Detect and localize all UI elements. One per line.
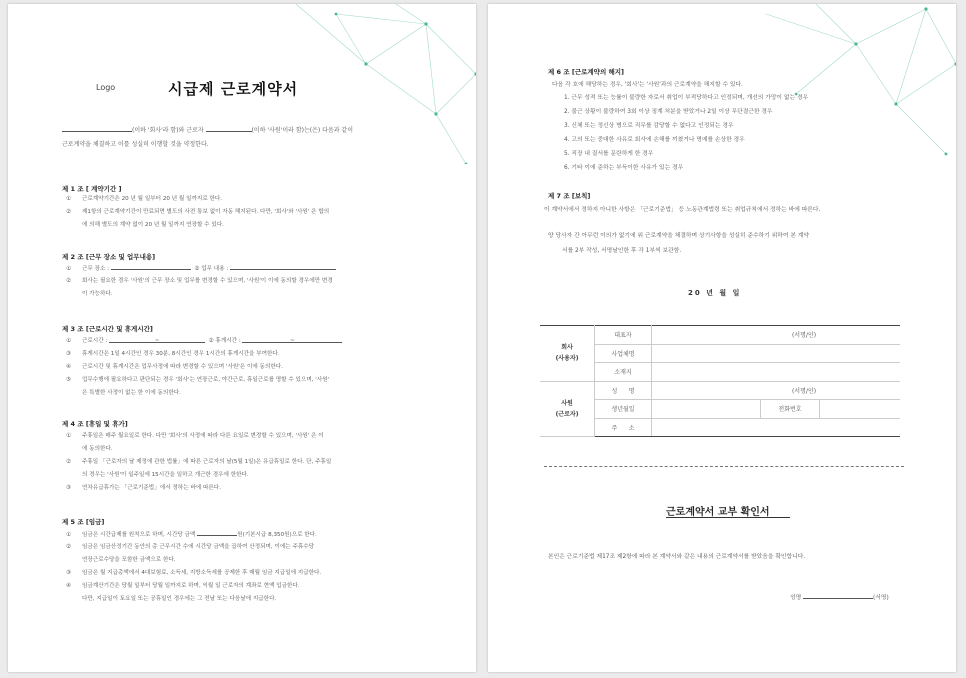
intro-line-2: 근로계약을 체결하고 이를 성실히 이행할 것을 약정한다. [62, 141, 209, 148]
sign-blank[interactable] [803, 591, 873, 599]
phone-label: 전화번호 [761, 400, 820, 419]
network-decoration-icon [276, 4, 476, 164]
article-3-item-4-cont: 은 특별한 사정이 없는 한 이에 동의한다. [82, 390, 181, 396]
article-4-item-1-cont: 에 동의한다. [82, 446, 113, 452]
address2-field[interactable] [652, 418, 901, 437]
contract-page-1 [8, 4, 476, 672]
article-5-item-2: ② 임금은 임금산정기간 동안의 총 근무시간 수에 시간당 금액을 곱하여 산정되며, 이에는 주휴수당 [66, 544, 315, 550]
workplace-blank[interactable] [111, 262, 191, 270]
article-5-item-2-cont: 연장근로수당을 포함한 금액으로 한다. [82, 557, 176, 563]
company-seal[interactable]: (서명/인) [652, 326, 901, 345]
article-4-title: 제 4 조 [휴일 및 휴가] [62, 420, 128, 428]
article-2-item-2: ② 회사는 필요한 경우 '사원'의 근무 장소 및 업무를 변경할 수 있으며, '사원'이 이에 동의할 경우에만 변경 [66, 278, 333, 284]
worker-seal[interactable]: (서명/인) [652, 381, 901, 400]
contract-title: 시급제 근로계약서 [168, 80, 299, 98]
article-3-item-1: ① 근로시간 : ~ ② 휴게시간 : ~ [66, 335, 342, 348]
name-label: 성 명 [595, 381, 652, 400]
article-6-item-5: 5. 직장 내 질서를 문란하게 한 경우 [564, 151, 654, 157]
address-field[interactable] [652, 363, 901, 382]
sign-label: 성명 [790, 595, 802, 601]
article-3-item-2: ③ 휴게시간은 1일 4시간인 경우 30분, 8시간인 경우 1시간의 휴게시간을 부여한다. [66, 351, 280, 357]
confirm-title-underline [666, 517, 790, 518]
article-2-item-1: ① 근무 장소 : ② 업무 내용 : [66, 262, 336, 276]
article-5-item-1: ① 임금은 시간급제를 원칙으로 하며, 시간당 금액 원(기본시급 8,350원)으로 한다. [66, 528, 317, 542]
article-5-item-4: ④ 임금계산기간은 당월 일부터 당월 일까지로 하며, 익월 일 근로자의 계좌로 현액 입금한다. [66, 583, 300, 589]
article-1-title: 제 1 조 [ 계약기간 ] [62, 185, 122, 193]
address2-label: 주 소 [595, 418, 652, 437]
contract-page-2 [488, 4, 956, 672]
article-6-lead: 다음 각 호에 해당하는 경우, '회사'는 '사원'과의 근로계약을 해지할 수 있다. [552, 82, 743, 88]
article-6-title: 제 6 조 [근로계약의 해지] [548, 68, 625, 76]
article-3-title: 제 3 조 [근로시간 및 휴게시간] [62, 325, 153, 333]
article-1-item-2: ② 제1항의 근로계약기간이 만료되면 별도의 사전 통보 없이 자동 해지된다. 다만, '회사'와 '사원' 은 합의 [66, 209, 330, 215]
job-blank[interactable] [230, 262, 336, 270]
article-7-title: 제 7 조 [보칙] [548, 192, 591, 200]
article-6-item-1: 1. 근무 성적 또는 능률이 불량한 자로서 취업이 부적당하다고 인정되며, 개선의 가망이 없는 경우 [564, 95, 809, 101]
signature-table [540, 325, 900, 437]
biz-name-label: 사업체명 [595, 344, 652, 363]
company-label: 회사 (사용자) [540, 326, 595, 382]
phone-field[interactable] [820, 400, 901, 419]
biz-name-field[interactable] [652, 344, 901, 363]
article-3-item-4: ⑤ 업무수행에 필요하다고 판단되는 경우 '회사'는 연장근로, 야간근로, 휴일근로를 명할 수 있으며, '사원' [66, 377, 330, 383]
article-5-title: 제 5 조 [임금] [62, 518, 105, 526]
company-blank[interactable] [62, 124, 132, 132]
article-6-item-4: 4. 고의 또는 중대한 사유로 회사에 손해를 끼쳤거나 명예를 손상한 경우 [564, 137, 745, 143]
work-hours-blank[interactable]: ~ [109, 335, 205, 343]
birth-field[interactable] [652, 400, 761, 419]
article-5-item-4-cont: 다만, 지급일이 토요일 또는 공휴일인 경우에는 그 전날 또는 다음날에 지급한다. [82, 596, 277, 602]
closing-line-1: 양 당사자 간 아무런 이의가 없기에 위 근로계약을 체결하며 상기사항을 성실히 준수하기 위하여 본 계약 [548, 233, 809, 239]
article-1-item-1: ① 근로계약기간은 20 년 월 일부터 20 년 월 일까지로 한다. [66, 196, 223, 202]
worker-label: 사원 (근로자) [540, 381, 595, 437]
intro-text-b: (이하 '사원'이라 함)는(은) 다음과 같이 [251, 127, 354, 134]
article-5-item-3: ③ 임금은 월 지급총액에서 4대보험료, 소득세, 지방소득세를 공제한 후 매월 임금 지급일에 지급한다. [66, 570, 322, 576]
confirm-title: 근로계약서 교부 확인서 [666, 507, 770, 518]
confirm-signature [790, 591, 889, 601]
network-decoration-icon [756, 4, 956, 164]
contract-date: 20 년 월 일 [688, 289, 742, 297]
article-1-item-2-cont: 에 의해 별도의 계약 없이 20 년 월 일까지 연장할 수 있다. [82, 222, 224, 228]
article-6-item-2: 2. 불근 상황이 불량하여 3회 이상 징계 처분을 받았거나 2일 이상 무단결근한 경우 [564, 109, 773, 115]
article-4-item-3: ③ 연차유급휴가는 「근로기준법」에서 정하는 바에 따른다. [66, 485, 221, 491]
article-2-title: 제 2 조 [근무 장소 및 업무내용] [62, 253, 156, 261]
article-4-item-2: ② 주휴일 「근로자의 날 제정에 관한 법률」에 따른 근로자의 날(5월 1일)은 유급휴일로 한다. 단, 주휴일 [66, 459, 332, 465]
worker-blank[interactable] [206, 124, 252, 132]
hourly-wage-blank[interactable] [197, 528, 237, 536]
sign-seal: (서명) [873, 595, 889, 601]
logo: Logo [96, 83, 116, 92]
birth-label: 생년월일 [595, 400, 652, 419]
article-4-item-1: ① 주휴일은 매주 월요일로 한다. 다만 '회사'의 사정에 따라 다른 요일로 변경할 수 있으며, '사원' 은 이 [66, 433, 324, 439]
cut-line [544, 466, 904, 467]
break-hours-blank[interactable]: ~ [242, 335, 342, 343]
intro-line-1 [62, 124, 353, 138]
article-6-item-3: 3. 신체 또는 정신상 병으로 직무를 감당할 수 없다고 인정되는 경우 [564, 123, 734, 129]
article-2-item-2-cont: 이 가능하다. [82, 291, 113, 297]
article-3-item-3: ④ 근로시간 및 휴게시간은 업무사정에 따라 변경할 수 있으며 '사원'은 이에 동의한다. [66, 364, 283, 370]
intro-text-a: (이하 '회사'라 함)와 근로자 [132, 127, 204, 134]
rep-label: 대표자 [595, 326, 652, 345]
address-label: 소재지 [595, 363, 652, 382]
closing-line-2: 서를 2부 작성, 서명날인한 후 각 1부씩 보관함. [562, 248, 682, 254]
confirm-text: 본인은 근로기준법 제17조 제2항에 따라 본 계약서와 같은 내용의 근로계약서를 받았음을 확인합니다. [548, 554, 806, 560]
article-6-item-6: 6. 기타 이에 준하는 부득이한 사유가 있는 경우 [564, 165, 684, 171]
article-7-text: 이 계약서에서 정하지 아니한 사항은 「근로기준법」 등 노동관계법령 또는 취업규칙에서 정하는 바에 따른다. [544, 207, 821, 213]
article-4-item-2-cont: 의 경우는 '사원'이 일주일에 15시간을 일하고 개근한 경우에 한한다. [82, 472, 249, 478]
